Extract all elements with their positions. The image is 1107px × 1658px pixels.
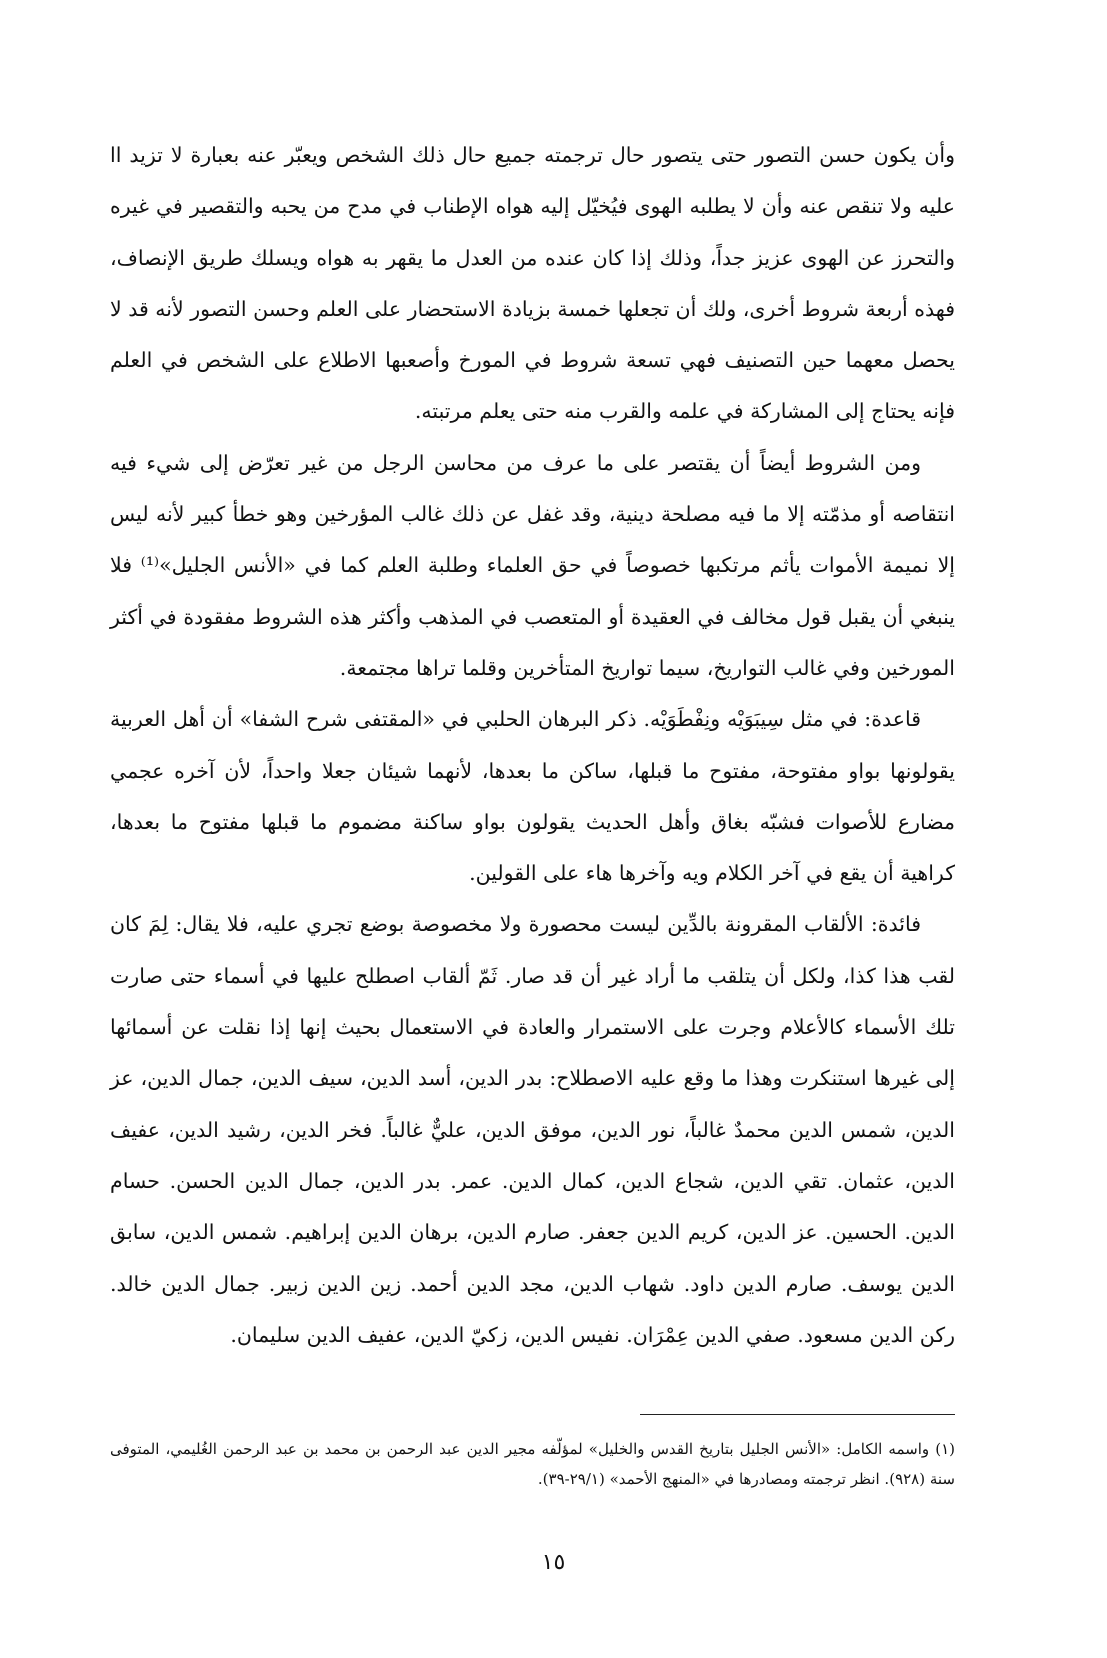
page-number: ١٥ — [541, 1550, 566, 1575]
paragraph-rule-sibawayh: قاعدة: في مثل سِيبَوَيْه ونِفْطَوَيْه. ذكر البرهان الحلبي في «المقتفى شرح الشفا» أن أهل العربية يقولونها بواو مفتوحة، مفتوح ما قبلها، ساكن ما بعدها، لأنهما شيئان جعلا واحداً، لأن آخره عجمي مضارع للأصوات فشبّه بغاق وأهل الحديث يقولون بواو ساكنة مضموم ما قبلها مفتوح ما بعدها، كراهية أن يقع في آخر الكلام ويه وآخرها هاء على القولين. — [110, 707, 955, 886]
footnote-separator — [640, 1414, 955, 1415]
paragraph-conditions-continued: وأن يكون حسن التصور حتى يتصور حال ترجمته جميع حال ذلك الشخص ويعبّر عنه بعبارة لا تزيد اا عليه ولا تنقص عنه وأن لا يطلبه الهوى فيُخيّل إليه هواه الإطناب في مدح من يحبه والتقصير في غيره والتحرز عن الهوى عزيز جداً، وذلك إذا كان عنده من العدل ما يقهر به هواه ويسلك طريق الإنصاف، فهذه أربعة شروط أخرى، ولك أن تجعلها خمسة بزيادة الاستحضار على العلم وحسن التصور لأنه قد لا يحصل معهما حين التصنيف فهي تسعة شروط في المورخ وأصعبها الاطلاع على الشخص في العلم فإنه يحتاج إلى المشاركة في علمه والقرب منه حتى يعلم مرتبته. — [110, 143, 955, 424]
main-text — [110, 130, 955, 1361]
footnote-1: (١) واسمه الكامل: «الأنس الجليل بتاريخ القدس والخليل» لمؤلّفه مجير الدين عبد الرحمن بن محمد بن عبد الرحمن الغُليمي، المتوفى سنة (٩٢٨). انظر ترجمته ومصادرها في «المنهج الأحمد» (٢٩/١-٣٩). — [110, 1440, 955, 1488]
paragraph-more-conditions: ومن الشروط أيضاً أن يقتصر على ما عرف من محاسن الرجل من غير تعرّض إلى شيء فيه انتقاصه أو مذمّته إلا ما فيه مصلحة دينية، وقد غفل عن ذلك غالب المؤرخين وهو خطأ كبير لأنه ليس إلا نميمة الأموات يأثم مرتكبها خصوصاً في حق العلماء وطلبة العلم كما في «الأنس الجليل»⁽¹⁾ فلا ينبغي أن يقبل قول مخالف في العقيدة أو المتعصب في المذهب وأكثر هذه الشروط مفقودة في أكثر المورخين وفي غالب التواريخ، سيما تواريخ المتأخرين وقلما تراها مجتمعة. — [110, 450, 955, 680]
paragraph-note-titles: فائدة: الألقاب المقرونة بالدِّين ليست محصورة ولا مخصوصة بوضع تجري عليه، فلا يقال: لِمَ كان لقب هذا كذا، ولكل أن يتلقب ما أراد غير أن قد صار. ثَمّ ألقاب اصطلح عليها في أسماء حتى صارت تلك الأسماء كالأعلام وجرت على الاستمرار والعادة في الاستعمال بحيث إنها إذا نقلت عن أسمائها إلى غيرها استنكرت وهذا ما وقع عليه الاصطلاح: بدر الدين، أسد الدين، سيف الدين، جمال الدين، عز الدين، شمس الدين محمدٌ غالباً، نور الدين، موفق الدين، عليٌّ غالباً. فخر الدين، رشيد الدين، عفيف الدين، عثمان. تقي الدين، شجاع الدين، كمال الدين. عمر. بدر الدين، جمال الدين الحسن. حسام الدين. الحسين. عز الدين، كريم الدين جعفر. صارم الدين، برهان الدين إبراهيم. شمس الدين، سابق الدين يوسف. صارم الدين داود. شهاب الدين، مجد الدين أحمد. زين الدين زبير. جمال الدين خالد. ركن الدين مسعود. صفي الدين عِمْرَان. نفيس الدين، زكيّ الدين، عفيف الدين سليمان. — [110, 912, 955, 1347]
footnotes — [110, 1434, 955, 1494]
